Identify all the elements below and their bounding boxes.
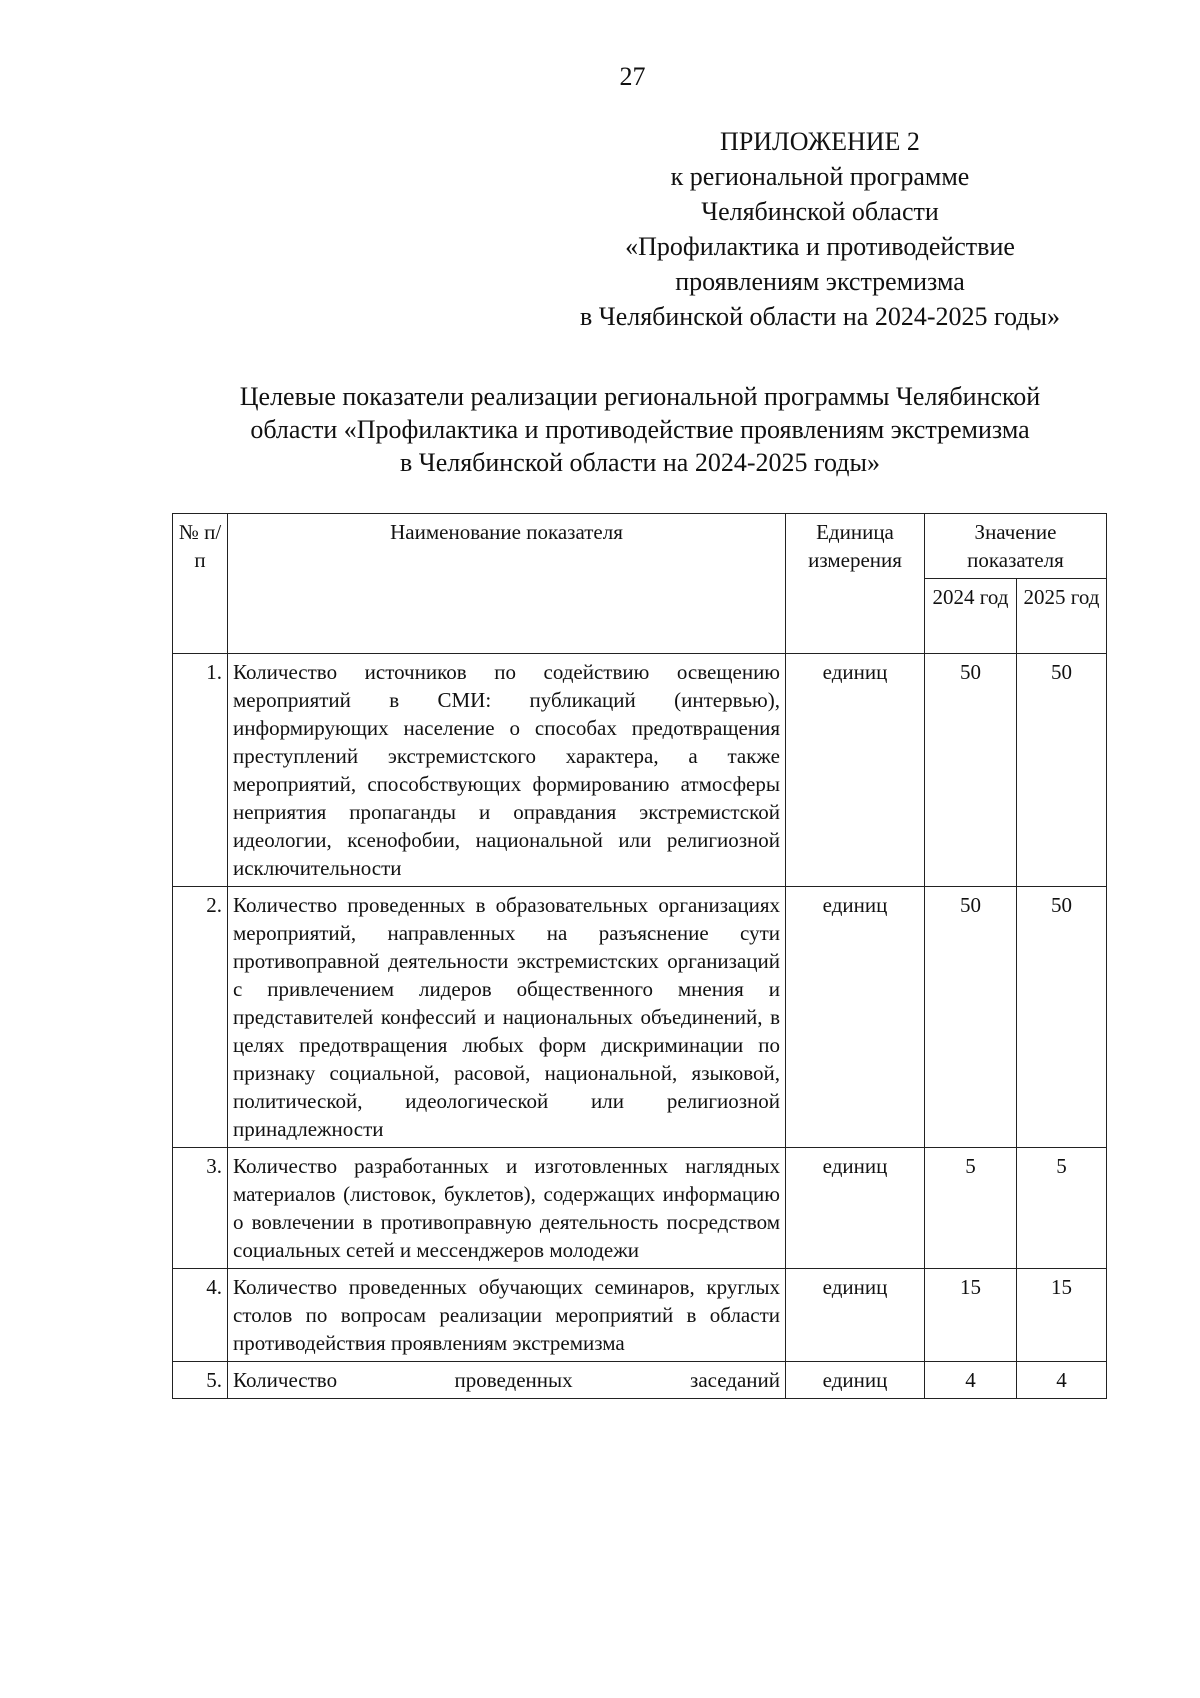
indicator-name: Количество проведенных обучающих семинаров, круглых столов по вопросам реализации мероприятий в области противодействия проявлениям экстремизма [228,1269,786,1362]
value-2025: 15 [1017,1269,1107,1362]
table-header-row [173,514,1107,579]
table-row [173,1148,1107,1269]
value-2025: 50 [1017,654,1107,887]
table-row [173,887,1107,1148]
indicator-name: Количество разработанных и изготовленных наглядных материалов (листовок, буклетов), содержащих информацию о вовлечении в противоправную деятельность посредством социальных сетей и мессенджеров молодежи [228,1148,786,1269]
row-number: 3. [173,1148,228,1269]
value-2025: 5 [1017,1148,1107,1269]
value-2024: 50 [925,887,1017,1148]
page-number: 27 [619,62,646,91]
appendix-header [540,124,1100,334]
value-2024: 50 [925,654,1017,887]
indicator-name: Количество проведенных в образовательных организациях мероприятий, направленных на разъяснение сути противоправной деятельности экстремистских организаций с привлечением лидеров общественного мнения и представителей конфессий и национальных объединений, в целях предотвращения любых форм дискриминации по признаку социальной, расовой, национальной, языковой, политической, идеологической или религиозной принадлежности [228,887,786,1148]
indicator-unit: единиц [786,1148,925,1269]
table-title [160,380,1120,479]
indicator-unit: единиц [786,654,925,887]
header-unit: Единица измерения [786,514,925,654]
value-2024: 5 [925,1148,1017,1269]
table-title-line: в Челябинской области на 2024-2025 годы» [400,448,880,477]
appendix-line: проявлениям экстремизма [675,267,965,296]
row-number: 5. [173,1362,228,1399]
row-number: 1. [173,654,228,887]
table-row [173,1362,1107,1399]
indicators-table [172,513,1107,1399]
header-indicator-name: Наименование показателя [228,514,786,654]
value-2024: 4 [925,1362,1017,1399]
header-year-2025: 2025 год [1017,579,1107,654]
appendix-line: к региональной программе [670,162,970,191]
appendix-line: Челябинской области [701,197,939,226]
value-2024: 15 [925,1269,1017,1362]
table-title-line: Целевые показатели реализации региональной программы Челябинской [239,382,1041,411]
appendix-line: в Челябинской области на 2024-2025 годы» [580,302,1060,331]
indicator-unit: единиц [786,1269,925,1362]
indicator-name: Количество источников по содействию освещению мероприятий в СМИ: публикаций (интервью), информирующих население о способах предотвращения преступлений экстремистского характера, а также мероприятий, способствующих формированию атмосферы неприятия пропаганды и оправдания экстремистской идеологии, ксенофобии, национальной или религиозной исключительности [228,654,786,887]
appendix-line: «Профилактика и противодействие [625,232,1015,261]
indicator-unit: единиц [786,1362,925,1399]
row-number: 4. [173,1269,228,1362]
row-number: 2. [173,887,228,1148]
indicator-unit: единиц [786,887,925,1148]
header-number: № п/п [173,514,228,654]
appendix-title: ПРИЛОЖЕНИЕ 2 [720,127,920,156]
value-2025: 4 [1017,1362,1107,1399]
table-row [173,654,1107,887]
header-value: Значение показателя [925,514,1107,579]
value-2025: 50 [1017,887,1107,1148]
table-row [173,1269,1107,1362]
table-title-line: области «Профилактика и противодействие проявлениям экстремизма [250,415,1030,444]
header-year-2024: 2024 год [925,579,1017,654]
indicator-name: Количество проведенных заседаний [228,1362,786,1399]
